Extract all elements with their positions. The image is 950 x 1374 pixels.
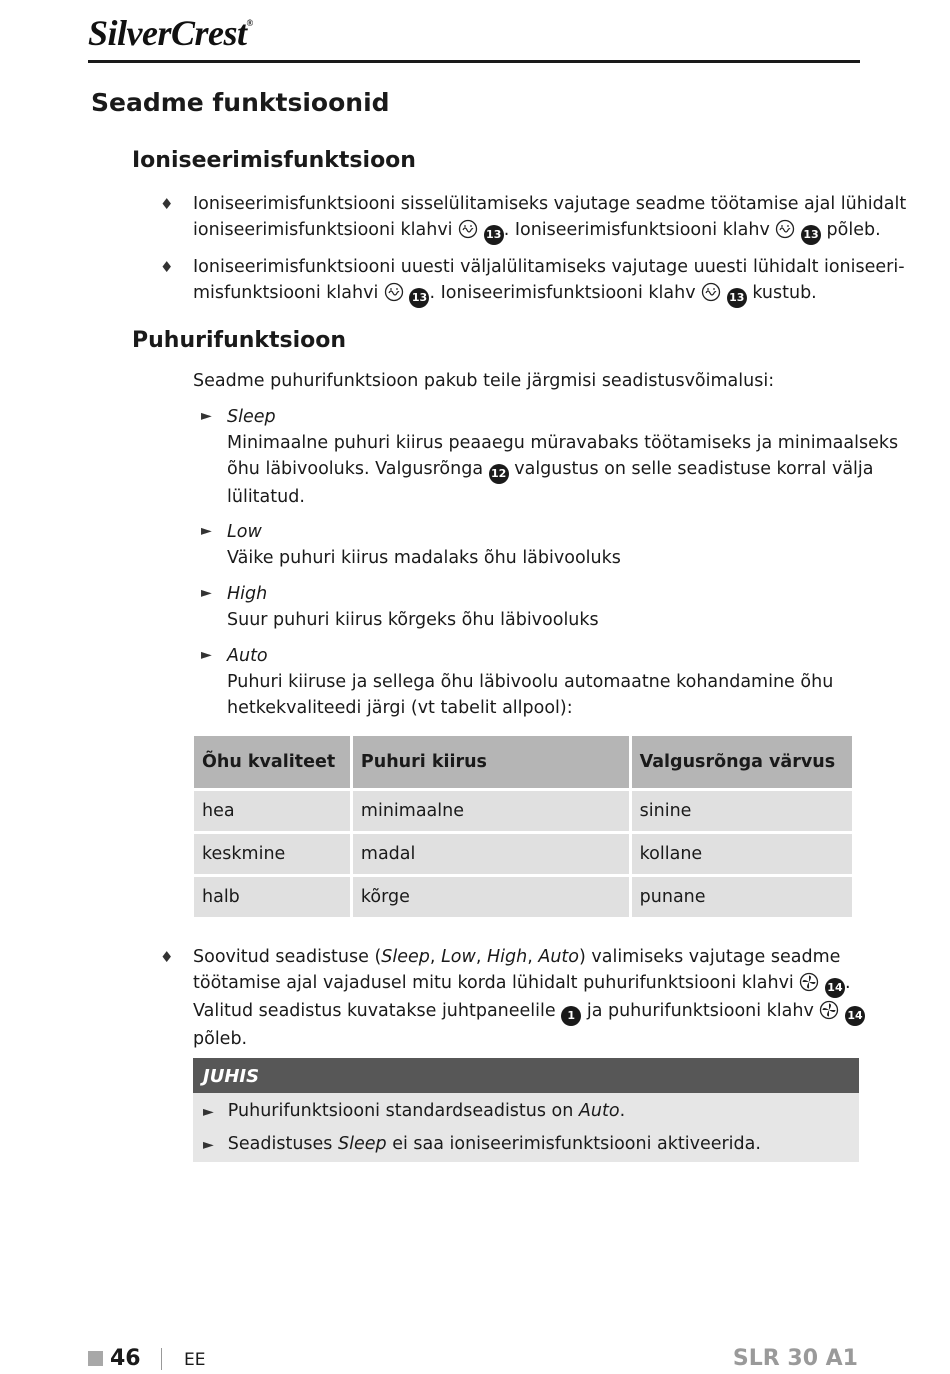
note-title: JUHIS xyxy=(193,1058,859,1093)
high-option: High Suur puhuri kiirus kõrgeks õhu läbivooluks xyxy=(227,584,599,630)
table-cell: keskmine xyxy=(194,834,350,874)
table-row xyxy=(194,791,852,831)
triangle-arrow-icon: ► xyxy=(201,408,212,424)
table-cell: minimaalne xyxy=(353,791,629,831)
triangle-arrow-icon: ► xyxy=(201,523,212,539)
column-header: Puhuri kiirus xyxy=(353,736,629,788)
column-header: Valgusrõnga värvus xyxy=(632,736,852,788)
diamond-bullet-icon: ♦ xyxy=(160,258,174,276)
table-cell: kõrge xyxy=(353,877,629,917)
ref-12: 12 xyxy=(489,464,509,484)
ref-13: 13 xyxy=(484,225,504,245)
triangle-arrow-icon: ► xyxy=(201,647,212,663)
low-option: Low Väike puhuri kiirus madalaks õhu läbivooluks xyxy=(227,522,621,568)
sleep-option: Sleep Minimaalne puhuri kiirus peaaegu müravabaks töötamiseks ja minimaalseks õhu läbivooluks. Valgusrõnga 12 valgustus on selle seadistuse korral välja lülitatud. xyxy=(227,407,899,507)
note-box xyxy=(193,1058,859,1162)
ionization-off-paragraph: Ioniseerimisfunktsiooni uuesti väljalülitamiseks vajutage uuesti lühidalt ioniseeri- misfunktsiooni klahvi 13 . Ioniseerimisfunktsiooni klahv 13 kustub. xyxy=(193,254,905,308)
ionizer-key-icon xyxy=(384,282,404,302)
table-cell: sinine xyxy=(632,791,852,831)
ref-14: 14 xyxy=(845,1006,865,1026)
ref-14: 14 xyxy=(825,978,845,998)
footer-square-icon xyxy=(88,1351,103,1366)
fan-intro: Seadme puhurifunktsioon pakub teile järgmisi seadistusvõimalusi: xyxy=(193,371,775,391)
note-item: ► Seadistuses Sleep ei saa ioniseerimisfunktsiooni aktiveerida. xyxy=(203,1134,761,1154)
table-header-row xyxy=(194,736,852,788)
table-cell: madal xyxy=(353,834,629,874)
page-header xyxy=(88,8,860,63)
footer-divider xyxy=(161,1348,162,1370)
table-row xyxy=(194,834,852,874)
language-code: EE xyxy=(184,1350,206,1370)
triangle-arrow-icon: ► xyxy=(203,1137,214,1153)
page-title: Seadme funktsioonid xyxy=(91,88,390,117)
ionization-heading: Ioniseerimisfunktsioon xyxy=(132,148,416,173)
ionizer-key-icon xyxy=(775,219,795,239)
ionizer-key-icon xyxy=(458,219,478,239)
air-quality-table xyxy=(191,733,855,920)
fan-key-icon xyxy=(799,972,819,992)
table-cell: halb xyxy=(194,877,350,917)
select-setting-paragraph: Soovitud seadistuse (Sleep, Low, High, Auto) valimiseks vajutage seadme töötamise ajal vajadusel mitu korda lühidalt puhurifunktsiooni klahvi 14 . Valitud seadistus kuvatakse juhtpaneelile 1 ja puhurifunktsiooni klahv 14 põleb. xyxy=(193,944,865,1052)
table-cell: kollane xyxy=(632,834,852,874)
ref-13: 13 xyxy=(727,288,747,308)
ref-1: 1 xyxy=(561,1006,581,1026)
table-cell: punane xyxy=(632,877,852,917)
ref-13: 13 xyxy=(801,225,821,245)
model-number: SLR 30 A1 xyxy=(732,1346,858,1371)
brand-logo: SilverCrest® xyxy=(88,13,253,53)
triangle-arrow-icon: ► xyxy=(203,1104,214,1120)
ionizer-key-icon xyxy=(701,282,721,302)
ionization-on-paragraph: Ioniseerimisfunktsiooni sisselülitamiseks vajutage seadme töötamise ajal lühidalt ioniseerimisfunktsiooni klahvi 13 . Ioniseerimisfunktsiooni klahv 13 põleb. xyxy=(193,191,906,245)
diamond-bullet-icon: ♦ xyxy=(160,195,174,213)
triangle-arrow-icon: ► xyxy=(201,585,212,601)
auto-option: Auto Puhuri kiiruse ja sellega õhu läbivoolu automaatne kohandamine õhu hetkekvaliteedi järgi (vt tabelit allpool): xyxy=(227,646,834,718)
fan-heading: Puhurifunktsioon xyxy=(132,328,347,353)
page-number: 46 xyxy=(110,1346,141,1371)
table-cell: hea xyxy=(194,791,350,831)
note-item: ► Puhurifunktsiooni standardseadistus on Auto. xyxy=(203,1101,626,1121)
diamond-bullet-icon: ♦ xyxy=(160,948,174,966)
column-header: Õhu kvaliteet xyxy=(194,736,350,788)
fan-key-icon xyxy=(819,1000,839,1020)
table-row xyxy=(194,877,852,917)
ref-13: 13 xyxy=(409,288,429,308)
